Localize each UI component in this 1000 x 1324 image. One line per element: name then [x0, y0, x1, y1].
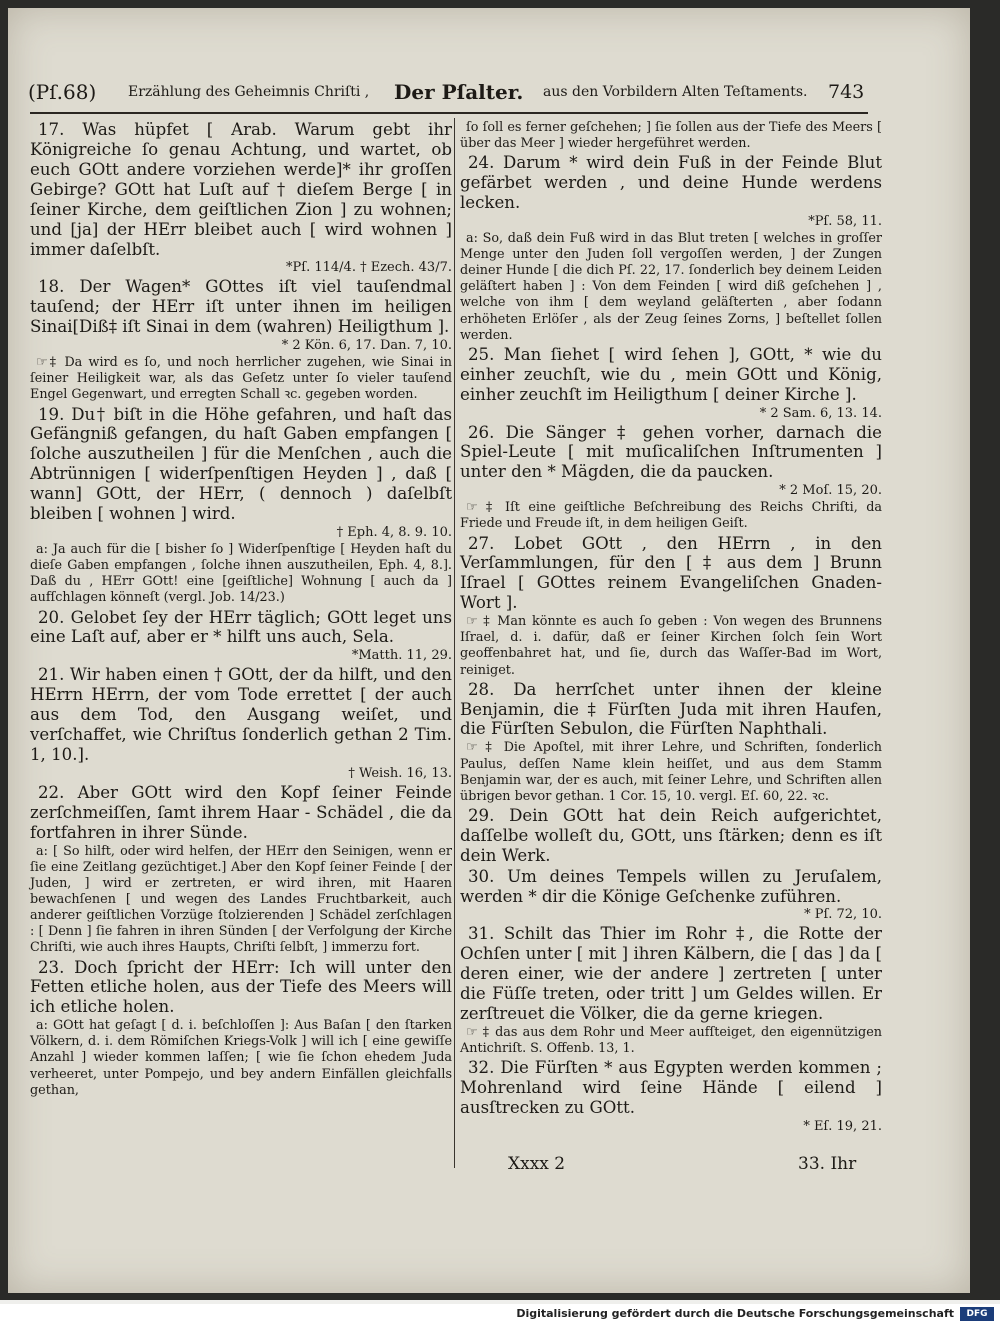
header-right-title: aus den Vorbildern Alten Teſtaments.: [543, 84, 808, 100]
dfg-logo: DFG: [960, 1307, 994, 1321]
column-divider: [454, 118, 455, 1168]
left-column: [30, 120, 452, 1100]
commentary-note: ☞‡ Da wird es ſo, und noch herrlicher zugehen, wie Sinai in ſeiner Heiligkeit war, als das Geſetz unter ſo vieler tauſend Engel Gegenwart, und erregten Schall ꝛc. gegeben worden.: [30, 355, 452, 403]
page-number: 743: [828, 81, 865, 103]
verse-paragraph: 17. Was hüpfet [ Arab. Warum gebt ihr Königreiche ſo genau Achtung, und wartet, ob euch GOtt andere vorziehen werde]* ihr groſſen Gebirge? GOtt hat Luſt auf † dieſem Berge [ in ſeiner Kirche, dem geiſtlichen Zion ] zu wohnen; und [ja] der HErr bleibet auch [ wird wohnen ] immer daſelbſt.: [30, 120, 452, 259]
cross-reference: † Eph. 4, 8. 9. 10.: [336, 525, 452, 541]
header-left-title: Erzählung des Geheimnis Chriſti ,: [128, 84, 370, 100]
cross-reference: † Weish. 16, 13.: [348, 765, 452, 781]
cross-reference: * 2 Sam. 6, 13. 14.: [759, 405, 882, 421]
commentary-note: ☞ ‡ Iſt eine geiſtliche Beſchreibung des Reichs Chriſti, da Friede und Freude iſt, in dem heiligen Geiſt.: [460, 500, 882, 532]
cross-reference: * 2 Moſ. 15, 20.: [779, 483, 882, 499]
commentary-note: ſo ſoll es ferner geſchehen; ] ſie ſollen aus der Tiefe des Meers [ über das Meer ] wieder hergeführet werden.: [460, 120, 882, 152]
psalm-reference: (Pſ.68): [28, 80, 97, 104]
header-center-title: Der Pſalter.: [394, 80, 524, 104]
catchword: 33. Ihr: [798, 1154, 857, 1174]
verse-paragraph: 27. Lobet GOtt , den HErrn , in den Verſammlungen, für den [ ‡ aus dem ] Brunn Iſrael [ GOttes reinem Evangeliſchen Gnaden-Wort ].: [460, 533, 882, 613]
verse-paragraph: 20. Gelobet ſey der HErr täglich; GOtt leget uns eine Laſt auf, aber er * hilft uns auch, Sela.: [30, 607, 452, 647]
verse-paragraph: 19. Du† biſt in die Höhe gefahren, und haſt das Gefängniß gefangen, du haſt Gaben empfangen [ ſolche auszutheilen ] für die Menſchen , auch die Abtrünnigen [ widerſpenſtigen Heyden ] , daß [ wann] GOtt, der HErr, ( dennoch ) daſelbſt bleiben [ wohnen ] wird.: [30, 404, 452, 524]
running-header: [28, 72, 888, 112]
verse-paragraph: 23. Doch ſpricht der HErr: Ich will unter den Fetten etliche holen, aus der Tiefe des Meers will ich etliche holen.: [30, 957, 452, 1017]
commentary-note: a: GOtt hat geſagt [ d. i. beſchloſſen ]: Aus Baſan [ den ſtarken Völkern, d. i. dem Römiſchen Kriegs-Volk ] will ich [ eine gewiſſe Anzahl ] wieder kommen laſſen; [ wie ſie ſchon ehedem Juda verheeret, unter Pompejo, und bey andern Einfällen gleichfalls gethan,: [30, 1018, 452, 1098]
verse-paragraph: 29. Dein GOtt hat dein Reich aufgerichtet, daſſelbe wolleſt du, GOtt, uns ſtärken; denn es iſt dein Werk.: [460, 805, 882, 865]
commentary-note: ☞ ‡ das aus dem Rohr und Meer aufſteiget, den eigennützigen Antichriſt. S. Offenb. 13, 1.: [460, 1025, 882, 1057]
commentary-note: a: [ So hilft, oder wird helfen, der HErr den Seinigen, wenn er ſie eine Zeitlang gezüchtiget.] Aber den Kopf ſeiner Feinde [ der Juden, ] wird er zertreten, er wird ihren, mit Haaren bewachſenen [ und wegen des Landes Fruchtbarkeit, auch anderer geiſtlichen Vorzüge ſtolzierenden ] Schädel zerſchlagen : [ Denn ] ſie fahren in ihren Sünden [ der Verfolgung der Kirche Chriſti, wie auch ihres Haupts, Chriſti ſelbſt, ] immerzu fort.: [30, 843, 452, 956]
commentary-note: a: Ja auch für die [ bisher ſo ] Widerſpenſtige [ Heyden haſt du dieſe Gaben empfangen , ſolche ihnen auszutheilen, Eph. 4, 8.]. Daß du , HErr GOtt! eine [geiſtliche] Wohnung [ auch da ] aufſchlagen könneſt (vergl. Job. 14/23.): [30, 542, 452, 606]
verse-paragraph: 30. Um deines Tempels willen zu Jeruſalem, werden * dir die Könige Geſchenke zuführen.: [460, 866, 882, 906]
verse-paragraph: 21. Wir haben einen † GOtt, der da hilft, und den HErrn HErrn, der vom Tode errettet [ der auch aus dem Tod, den Ausgang weiſet, und verſchaffet, wie Chriſtus ſonderlich gethan 2 Tim. 1, 10.].: [30, 665, 452, 765]
cross-reference: * Pſ. 72, 10.: [804, 907, 882, 923]
commentary-note: ☞ ‡ Man könnte es auch ſo geben : Von wegen des Brunnens Iſrael, d. i. dafür, daß er ſeiner Kirchen ſolch ſein Wort geoffenbahret hat, und ſie, durch das Waſſer-Bad im Wort, reiniget.: [460, 614, 882, 678]
signature-mark: Xxxx 2: [508, 1154, 566, 1174]
commentary-note: ☞ ‡ Die Apoſtel, mit ihrer Lehre, und Schriften, ſonderlich Paulus, deſſen Name klein heiſſet, und aus dem Stamm Benjamin war, der es auch, mit ſeiner Lehre, und Schriften allen übrigen bevor gethan. 1 Cor. 15, 10. vergl. Eſ. 60, 22. ꝛc.: [460, 740, 882, 804]
verse-paragraph: 22. Aber GOtt wird den Kopf ſeiner Feinde zerſchmeiſſen, ſamt ihrem Haar - Schädel , die da fortfahren in ihrer Sünde.: [30, 782, 452, 842]
funding-credit: Digitalisierung gefördert durch die Deutsche Forschungsgemeinschaft: [516, 1307, 954, 1320]
header-rule: [30, 112, 868, 114]
verse-paragraph: 25. Man ſiehet [ wird ſehen ], GOtt, * wie du einher zeuchſt, wie du , mein GOtt und König, einher zeuchſt im Heiligthum [ deiner Kirche ].: [460, 344, 882, 404]
cross-reference: * Eſ. 19, 21.: [803, 1119, 882, 1135]
book-page: [8, 8, 970, 1293]
right-column: [460, 120, 882, 1136]
commentary-note: a: So, daß dein Fuß wird in das Blut treten [ welches in groſſer Menge unter den Juden ſoll vergoſſen werden, ] der Zungen deiner Hunde [ die dich Pſ. 22, 17. ſonderlich bey deinem Leiden geläſtert haben ] : Von dem Feinden [ wird diß geſchehen ] , welche von ihm [ dem weyland geläſterten , aber ſodann erhöheten Erlöſer , als der Zeug ſeines Zorns, ] beſtellet ſollen werden.: [460, 230, 882, 343]
verse-paragraph: 28. Da herrſchet unter ihnen der kleine Benjamin, die ‡ Fürſten Juda mit ihren Haufen, die Fürſten Sebulon, die Fürſten Naphthali.: [460, 679, 882, 739]
verse-paragraph: 26. Die Sänger ‡ gehen vorher, darnach die Spiel-Leute [ mit muſicaliſchen Inſtrumenten ] unter den * Mägden, die da paucken.: [460, 422, 882, 482]
verse-paragraph: 31. Schilt das Thier im Rohr ‡, die Rotte der Ochſen unter [ mit ] ihren Kälbern, die [ das ] da [ deren einer, wie der andere ] zertreten [ unter die Füſſe treten, oder tritt ] um Geldes willen. Er zerſtreuet die Völker, die da gerne kriegen.: [460, 924, 882, 1024]
verse-paragraph: 18. Der Wagen* GOttes iſt viel tauſendmal tauſend; der HErr iſt unter ihnen im heiligen Sinai[Diß‡ iſt Sinai in dem (wahren) Heiligthum ].: [30, 277, 452, 337]
cross-reference: *Matth. 11, 29.: [351, 648, 452, 664]
verse-paragraph: 32. Die Fürſten * aus Egypten werden kommen ; Mohrenland wird ſeine Hände [ eilend ] ausſtrecken zu GOtt.: [460, 1058, 882, 1118]
cross-reference: *Pſ. 114/4. † Ezech. 43/7.: [286, 260, 452, 276]
digitization-footer: [0, 1304, 1000, 1324]
verse-paragraph: 24. Darum * wird dein Fuß in der Feinde Blut gefärbet werden , und deine Hunde werdens lecken.: [460, 153, 882, 213]
cross-reference: *Pſ. 58, 11.: [808, 213, 882, 229]
cross-reference: * 2 Kön. 6, 17. Dan. 7, 10.: [281, 338, 452, 354]
